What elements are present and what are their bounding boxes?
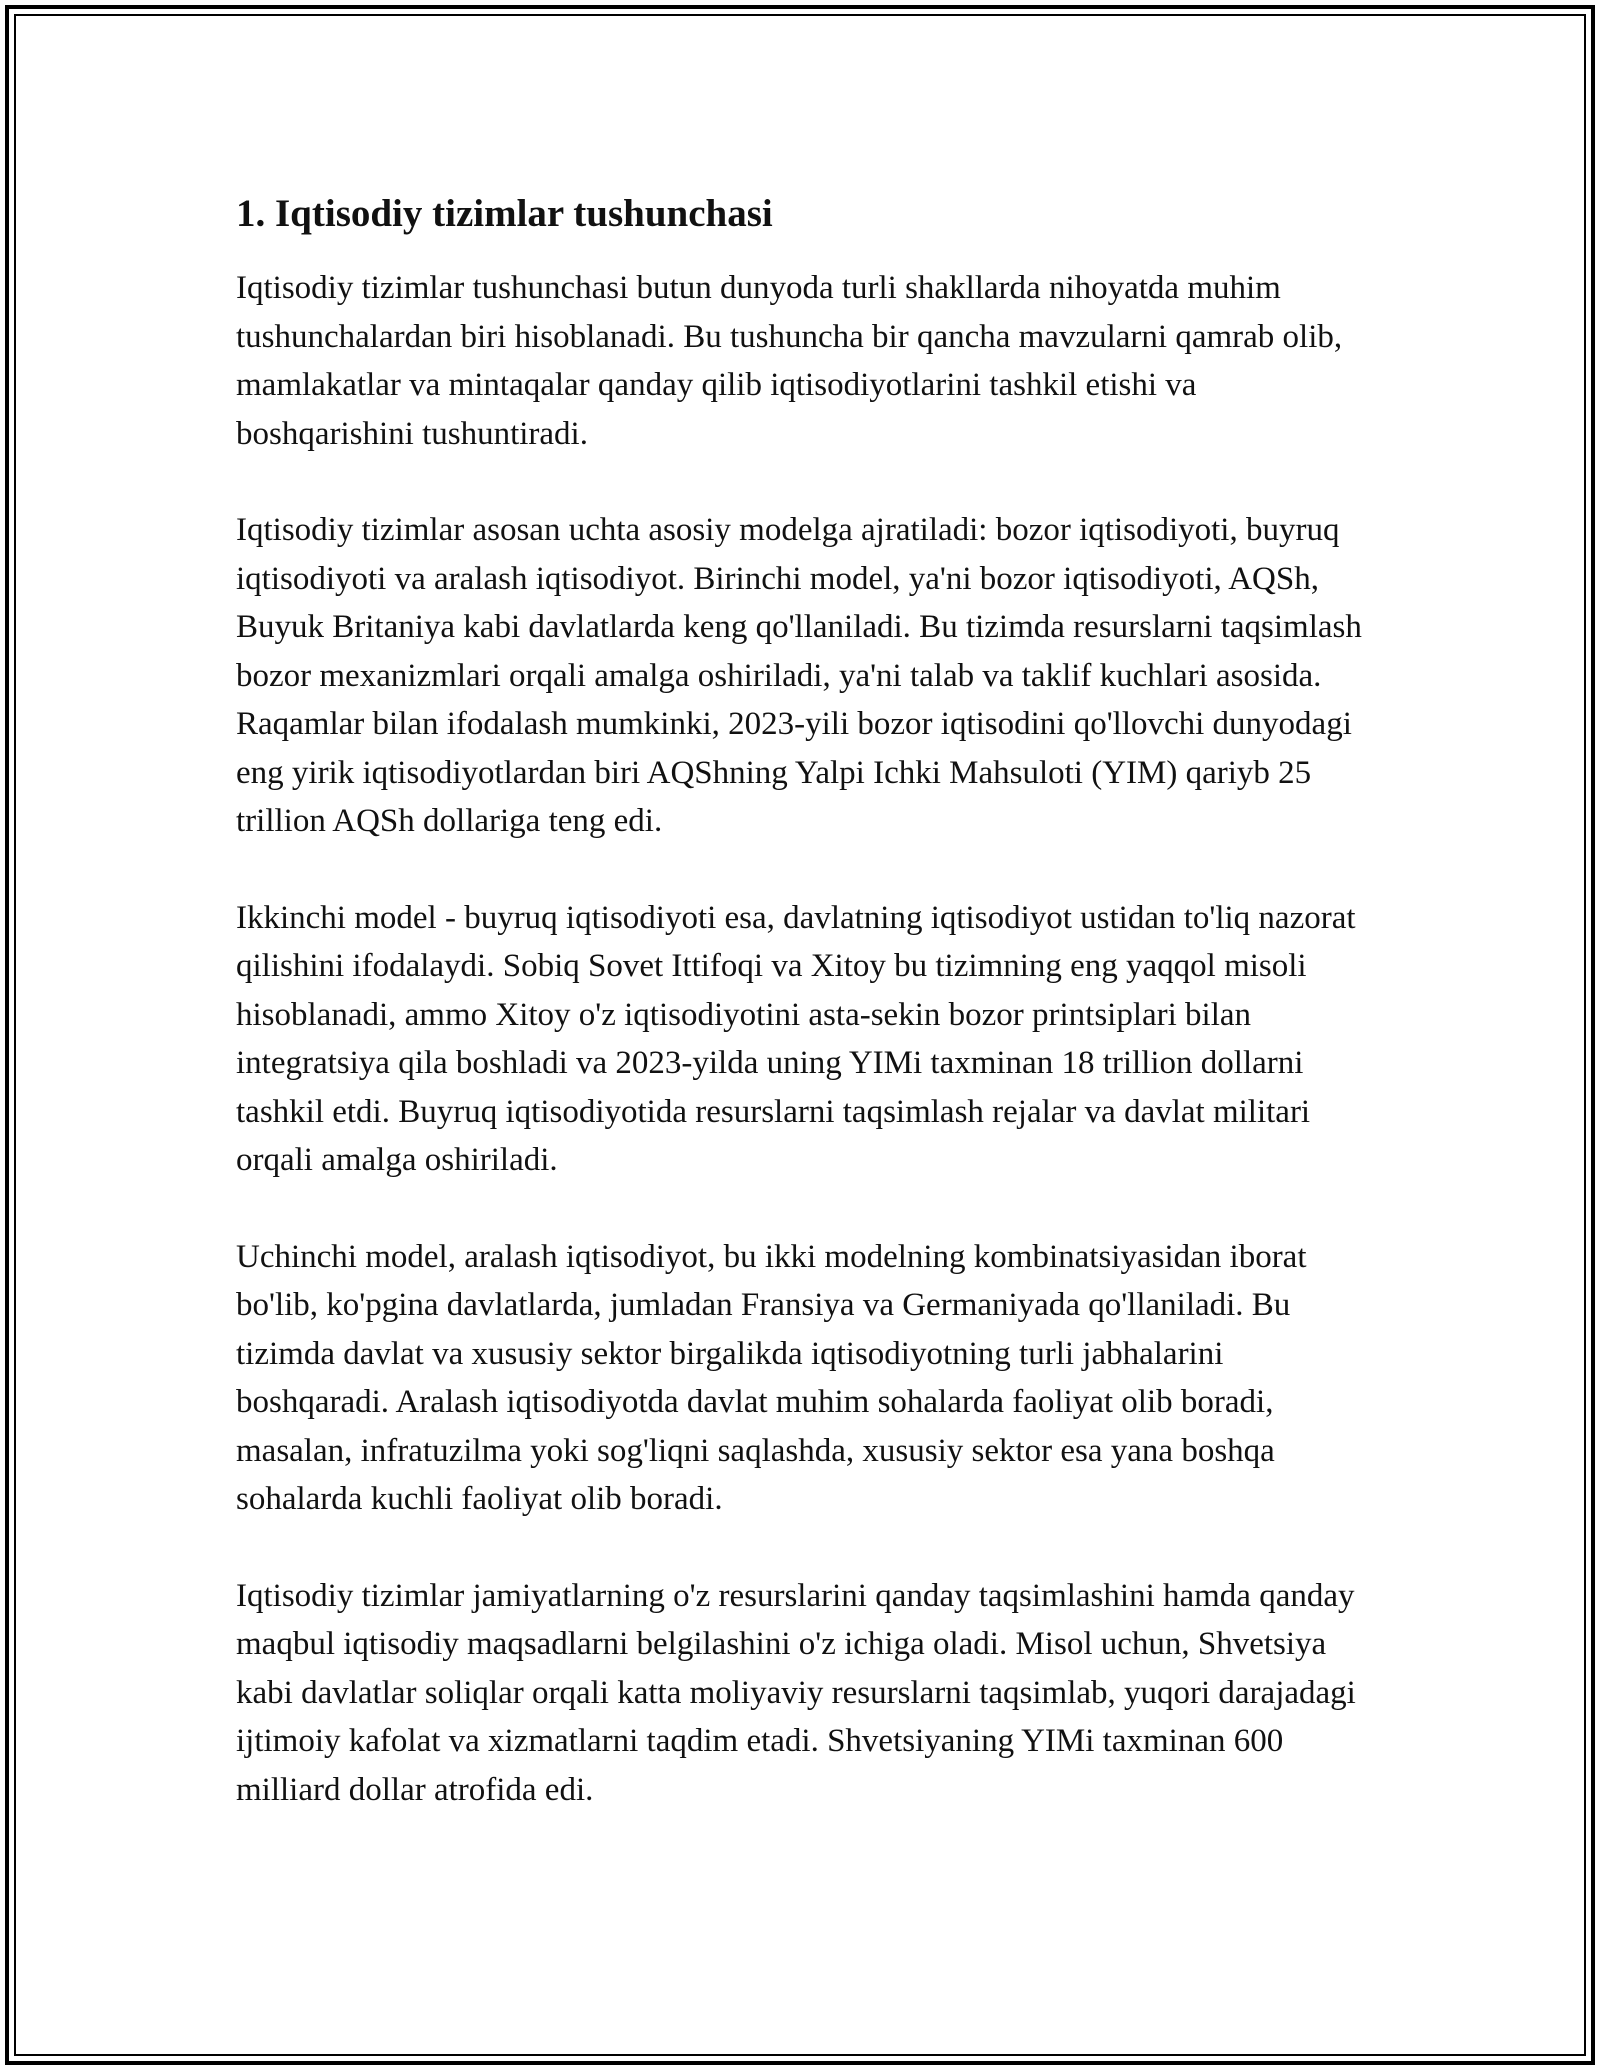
paragraph-command-economy: Ikkinchi model - buyruq iqtisodiyoti esa, davlatning iqtisodiyot ustidan to'liq nazorat qilishini ifodalaydi. Sobiq Sovet Ittifoqi va Xitoy bu tizimning eng yaqqol misoli hisoblanadi, ammo Xitoy o'z iqtisodiyotini asta-sekin bozor printsiplari bilan integratsiya qila boshladi va 2023-yilda uning YIMi taxminan 18 trillion dollarni tashkil etdi. Buyruq iqtisodiyotida resurslarni taqsimlash rejalar va davlat militari orqali amalga oshiriladi. [236,899,1356,1178]
paragraph-market-economy: Iqtisodiy tizimlar asosan uchta asosiy modelga ajratiladi: bozor iqtisodiyoti, buyruq iqtisodiyoti va aralash iqtisodiyot. Birinchi model, ya'ni bozor iqtisodiyoti, AQSh, Buyuk Britaniya kabi davlatlarda keng qo'llaniladi. Bu tizimda resurslarni taqsimlash bozor mexanizmlari orqali amalga oshiriladi, ya'ni talab va taklif kuchlari asosida. Raqamlar bilan ifodalash mumkinki, 2023-yili bozor iqtisodini qo'llovchi dunyodagi eng yirik iqtisodiyotlardan biri AQShning Yalpi Ichki Mahsuloti (YIM) qariyb 25 trillion AQSh dollariga teng edi. [236,512,1362,839]
paragraph-mixed-economy: Uchinchi model, aralash iqtisodiyot, bu ikki modelning kombinatsiyasidan iborat bo'lib, ko'pgina davlatlarda, jumladan Fransiya va Germaniyada qo'llaniladi. Bu tizimda davlat va xususiy sektor birgalikda iqtisodiyotning turli jabhalarini boshqaradi. Aralash iqtisodiyotda davlat muhim sohalarda faoliyat olib boradi, masalan, infratuzilma yoki sog'liqni saqlashda, xususiy sektor esa yana boshqa sohalarda kuchli faoliyat olib boradi. [236,1238,1307,1517]
paragraph-resource-allocation: Iqtisodiy tizimlar jamiyatlarning o'z resurslarini qanday taqsimlashini hamda qanday maqbul iqtisodiy maqsadlarni belgilashini o'z ichiga oladi. Misol uchun, Shvetsiya kabi davlatlar soliqlar orqali katta moliyaviy resurslarni taqsimlab, yuqori darajadagi ijtimoiy kafolat va xizmatlarni taqdim etadi. Shvetsiyaning YIMi taxminan 600 milliard dollar atrofida edi. [236,1577,1356,1808]
document-body [236,186,1376,1862]
section-heading: 1. Iqtisodiy tizimlar tushunchasi [236,192,773,235]
paragraph-intro: Iqtisodiy tizimlar tushunchasi butun dunyoda turli shakllarda nihoyatda muhim tushunchalardan biri hisoblanadi. Bu tushuncha bir qancha mavzularni qamrab olib, mamlakatlar va mintaqalar qanday qilib iqtisodiyotlarini tashkil etishi va boshqarishini tushuntiradi. [236,270,1343,452]
